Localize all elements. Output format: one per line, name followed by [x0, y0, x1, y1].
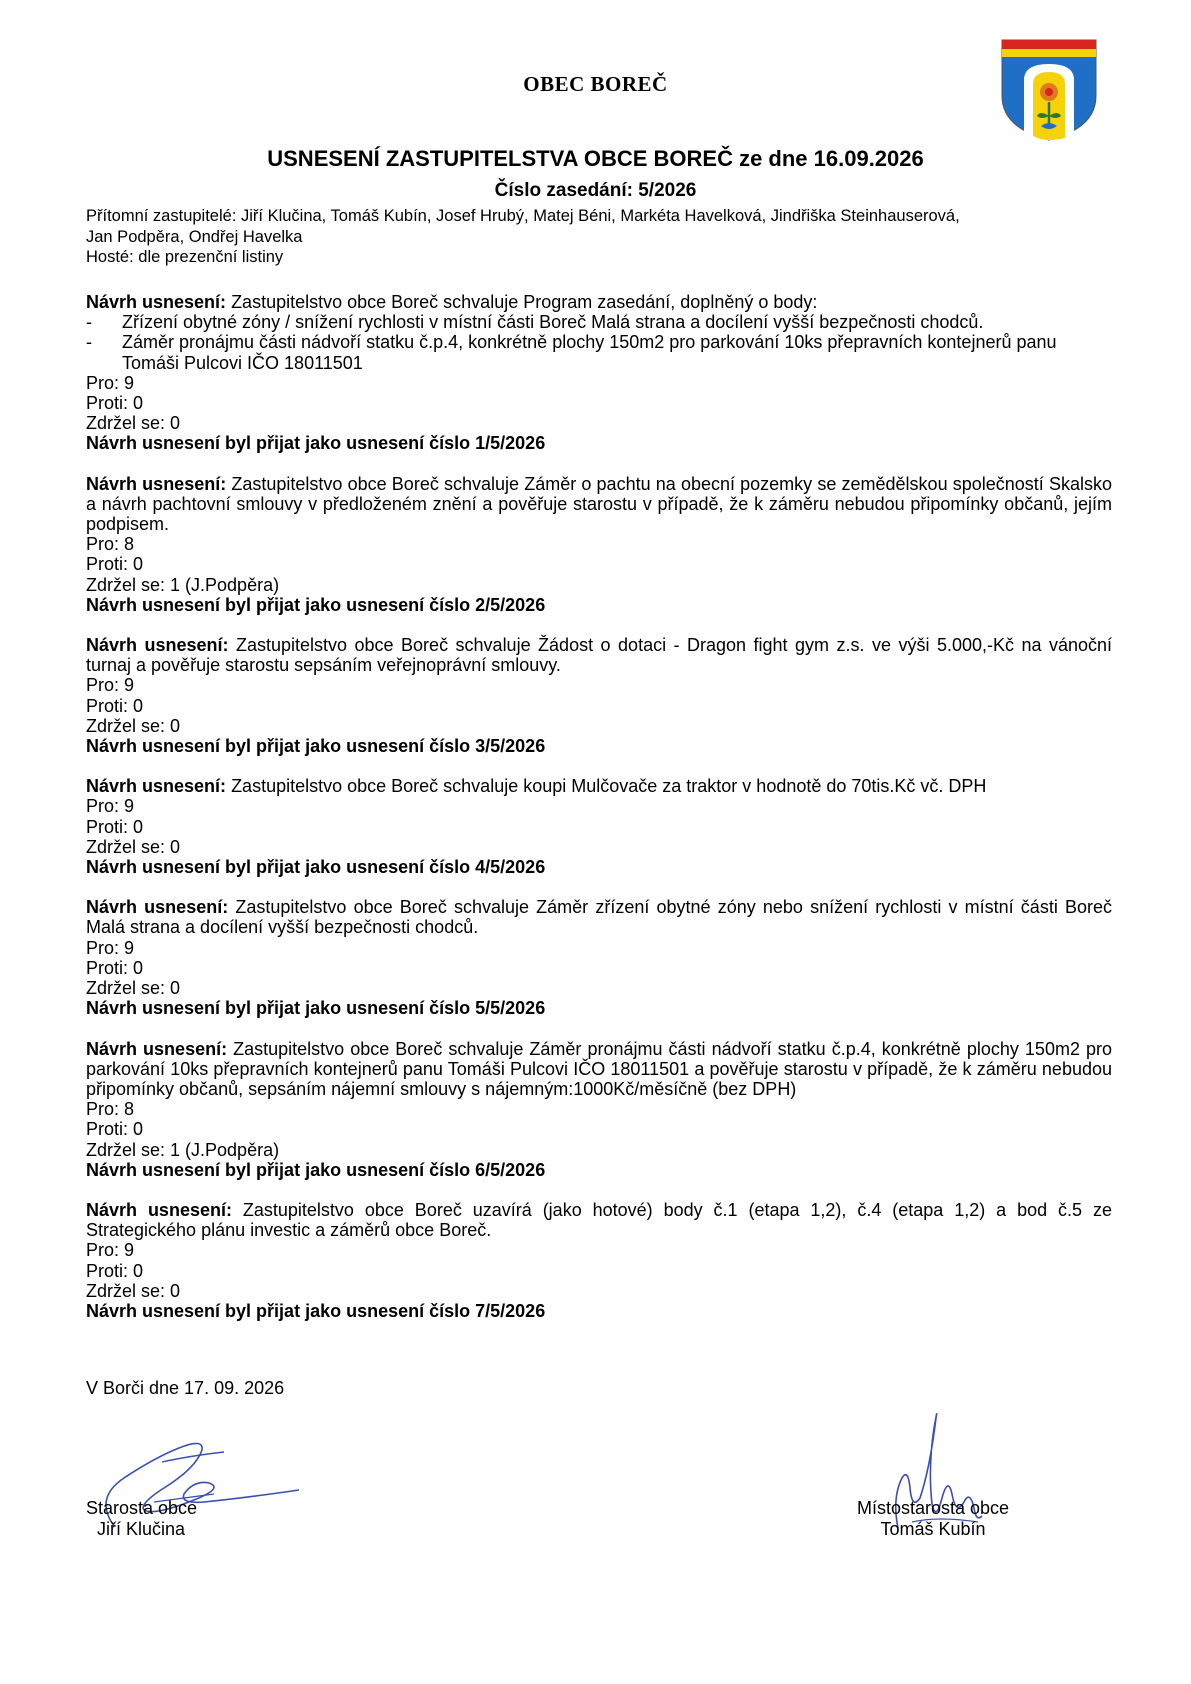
- mayor-role: Starosta obce: [86, 1498, 198, 1518]
- municipality-name: OBEC BOREČ: [523, 72, 668, 96]
- resolution-1: [86, 292, 1112, 454]
- proposal-text: [86, 1039, 1112, 1100]
- proposal-label: Návrh usnesení:: [86, 1199, 232, 1220]
- agenda-additions: [86, 312, 1112, 373]
- attendance-guests: Hosté: dle prezenční listiny: [86, 248, 284, 266]
- resolution-result: Návrh usnesení byl přijat jako usnesení číslo 3/5/2026: [86, 736, 546, 757]
- resolution-2: [86, 474, 1112, 615]
- vote-pro: Pro: 9: [86, 796, 135, 817]
- vote-abstain: Zdržel se: 1 (J.Podpěra): [86, 1139, 280, 1160]
- proposal-body: Zastupitelstvo obce Boreč schvaluje Záměr o pachtu na obecní pozemky se zemědělskou společností Skalsko a návrh pachtovní smlouvy v předloženém znění a pověřuje starostu v případě, že k záměru nebudou připomínky občanů, jejím podpisem.: [86, 473, 1112, 535]
- vote-abstain: Zdržel se: 0: [86, 715, 181, 736]
- resolution-4: [86, 776, 1112, 877]
- proposal-label: Návrh usnesení:: [86, 776, 227, 797]
- proposal-text: [86, 1200, 1112, 1240]
- resolution-3: [86, 635, 1112, 756]
- session-number: Číslo zasedání: 5/2026: [494, 180, 697, 201]
- vote-proti: Proti: 0: [86, 816, 144, 837]
- agenda-item: - Záměr pronájmu části nádvoří statku č.p.4, konkrétně plochy 150m2 pro parkování 10ks přepravních kontejnerů panu Tomáši Pulcovi IČO 18011501: [86, 332, 1112, 372]
- vote-pro: Pro: 8: [86, 534, 135, 555]
- municipality-coat-of-arms-icon: [996, 36, 1102, 142]
- proposal-body: Zastupitelstvo obce Boreč schvaluje Záměr zřízení obytné zóny nebo snížení rychlosti v místní části Boreč Malá strana a docílení vyšší bezpečnosti chodců.: [86, 897, 1112, 938]
- vote-proti: Proti: 0: [86, 554, 144, 575]
- vote-abstain: Zdržel se: 0: [86, 1280, 181, 1301]
- vote-abstain: Zdržel se: 0: [86, 413, 181, 434]
- proposal-body: Zastupitelstvo obce Boreč schvaluje Program zasedání, doplněný o body:: [231, 292, 818, 312]
- proposal-label: Návrh usnesení:: [86, 635, 229, 656]
- vote-pro: Pro: 9: [86, 1240, 135, 1261]
- place-and-date: V Borči dne 17. 09. 2026: [86, 1378, 285, 1398]
- mayor-name: Jiří Klučina: [97, 1519, 186, 1539]
- vote-proti: Proti: 0: [86, 393, 144, 414]
- vote-pro: Pro: 8: [86, 1099, 135, 1120]
- deputy-mayor-role: Místostarosta obce: [856, 1498, 1010, 1518]
- agenda-item: - Zřízení obytné zóny / snížení rychlosti v místní části Boreč Malá strana a docílení vyšší bezpečnosti chodců.: [86, 312, 1112, 332]
- proposal-text: [86, 776, 1112, 796]
- proposal-body: Zastupitelstvo obce Boreč schvaluje Žádost o dotaci - Dragon fight gym z.s. ve výši 5.000,-Kč na vánoční turnaj a pověřuje starostu sepsáním veřejnoprávní smlouvy.: [86, 635, 1112, 676]
- mayor-signature-block: [86, 1498, 197, 1540]
- resolutions-list: [86, 292, 1112, 1341]
- proposal-label: Návrh usnesení:: [86, 292, 227, 312]
- proposal-body: Zastupitelstvo obce Boreč uzavírá (jako hotové) body č.1 (etapa 1,2), č.4 (etapa 1,2) a bod č.5 ze Strategického plánu investic a záměrů obce Boreč.: [86, 1199, 1112, 1241]
- resolution-result: Návrh usnesení byl přijat jako usnesení číslo 7/5/2026: [86, 1300, 546, 1321]
- resolution-result: Návrh usnesení byl přijat jako usnesení číslo 4/5/2026: [86, 857, 546, 878]
- attendance-members-line-2: Jan Podpěra, Ondřej Havelka: [86, 227, 303, 246]
- vote-proti: Proti: 0: [86, 695, 144, 716]
- proposal-body: Zastupitelstvo obce Boreč schvaluje Záměr pronájmu části nádvoří statku č.p.4, konkrétně plochy 150m2 pro parkování 10ks přepravních kontejnerů panu Tomáši Pulcovi IČO 18011501 a pověřuje starostu v případě, že k záměru nebudou připomínky občanů, sepsáním nájemní smlouvy s nájemným:1000Kč/měsíčně (bez DPH): [86, 1038, 1113, 1099]
- proposal-label: Návrh usnesení:: [86, 473, 227, 494]
- vote-pro: Pro: 9: [86, 372, 135, 393]
- vote-pro: Pro: 9: [86, 675, 135, 696]
- resolution-result: Návrh usnesení byl přijat jako usnesení číslo 2/5/2026: [86, 594, 546, 615]
- vote-proti: Proti: 0: [86, 957, 144, 978]
- proposal-label: Návrh usnesení:: [86, 1038, 228, 1059]
- vote-abstain: Zdržel se: 0: [86, 836, 181, 857]
- resolution-result: Návrh usnesení byl přijat jako usnesení číslo 6/5/2026: [86, 1159, 546, 1180]
- proposal-label: Návrh usnesení:: [86, 897, 229, 918]
- attendance-block: [86, 206, 1106, 268]
- vote-abstain: Zdržel se: 0: [86, 978, 181, 999]
- resolution-6: [86, 1039, 1112, 1180]
- resolution-result: Návrh usnesení byl přijat jako usnesení číslo 5/5/2026: [86, 998, 546, 1019]
- proposal-text: [86, 292, 1112, 312]
- document-title: USNESENÍ ZASTUPITELSTVA OBCE BOREČ ze dne 16.09.2026: [267, 146, 924, 171]
- attendance-members-line-1: Přítomní zastupitelé: Jiří Klučina, Tomáš Kubín, Josef Hrubý, Matej Béni, Markéta Havelková, Jindřiška Steinhauserová,: [86, 207, 960, 225]
- resolution-5: [86, 897, 1112, 1018]
- proposal-body: Zastupitelstvo obce Boreč schvaluje koupi Mulčovače za traktor v hodnotě do 70tis.Kč vč. DPH: [231, 776, 987, 797]
- vote-proti: Proti: 0: [86, 1260, 144, 1281]
- vote-proti: Proti: 0: [86, 1119, 144, 1140]
- vote-abstain: Zdržel se: 1 (J.Podpěra): [86, 574, 280, 595]
- proposal-text: [86, 474, 1112, 535]
- resolution-result: Návrh usnesení byl přijat jako usnesení číslo 1/5/2026: [86, 433, 546, 454]
- deputy-mayor-signature-block: [848, 1498, 1018, 1540]
- resolution-7: [86, 1200, 1112, 1321]
- proposal-text: [86, 635, 1112, 675]
- deputy-mayor-name: Tomáš Kubín: [880, 1519, 986, 1539]
- proposal-text: [86, 897, 1112, 937]
- vote-pro: Pro: 9: [86, 937, 135, 958]
